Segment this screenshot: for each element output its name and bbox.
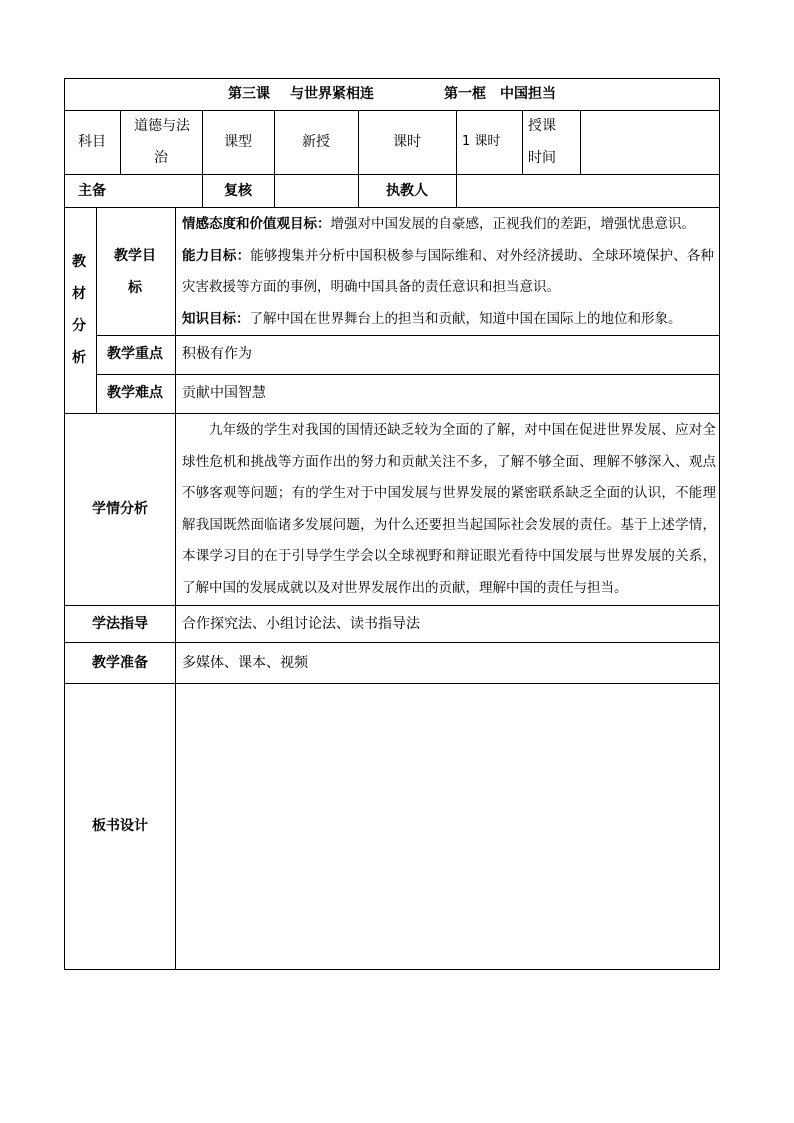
goal-knowledge [182,304,714,336]
hours-label: 课时 [393,134,421,150]
col-divider [175,207,176,970]
lesson-number: 第三课 [228,86,270,102]
material-side-label: 教 [72,254,86,270]
learner-analysis-text: 九年级的学生对我国的国情还缺乏较为全面的了解，对中国在促进世界发展、应对全球性危机和挑战等方面作出的努力和贡献关注不多，了解不够全面、理解不够深入、观点不够客观等问题；有的学生对于中国发展与世界发展的紧密联系缺乏全面的认识，不能理解我国既然面临诸多发展问题，为什么还要担当起国际社会发展的责任。基于上述学情，本课学习目的在于引导学生学会以全球视野和辩证眼光看待中国发展与世界发展的关系，了解中国的发展成就以及对世界发展作出的贡献，理解中国的责任与担当。 [182,422,716,596]
board-design-label: 板书设计 [92,818,148,834]
material-side-label: 材 [72,286,86,302]
key-point-label: 教学重点 [107,346,163,362]
material-side-label: 分 [72,318,86,334]
lead-label: 主备 [78,183,106,199]
method-value: 合作探究法、小组讨论法、读书指导法 [182,616,420,632]
time-label-cont: 时间 [528,150,556,166]
subject-label: 科目 [78,134,106,150]
difficulty-value: 贡献中国智慧 [182,385,266,401]
col-divider [120,110,121,174]
method-label: 学法指导 [92,616,148,632]
difficulty-label: 教学难点 [107,385,163,401]
goals-label-cont: 标 [128,280,142,296]
row-divider [64,683,720,684]
row-divider [96,335,720,336]
goal-emotion-label: 情感态度和价值观目标： [182,216,331,232]
goal-ability [182,241,714,304]
key-point-value: 积极有作为 [182,346,252,362]
row-divider [64,174,720,175]
section-title: 中国担当 [500,86,556,102]
goal-ability-label: 能力目标： [182,247,251,264]
subject-value-cont: 治 [154,150,168,166]
learner-analysis-label: 学情分析 [92,501,148,517]
col-divider [358,110,359,207]
col-divider [96,207,97,413]
subject-value: 道德与法 [134,118,190,134]
goals-label: 教学目 [114,248,156,264]
material-side-label: 析 [72,350,86,366]
col-divider [202,110,203,207]
review-label: 复核 [224,183,252,199]
goal-emotion-text: 增强对中国发展的自豪感，正视我们的差距，增强忧患意识。 [330,216,695,232]
teacher-label: 执教人 [386,183,428,199]
goal-knowledge-text: 了解中国在世界舞台上的担当和贡献，知道中国在国际上的地位和形象。 [249,310,682,327]
col-divider [274,110,275,207]
preparation-value: 多媒体、课本、视频 [182,655,308,671]
row-divider [64,110,720,111]
row-divider [64,413,720,414]
type-label: 课型 [224,134,252,150]
goal-emotion [182,209,714,241]
goal-ability-text: 能够搜集并分析中国积极参与国际维和、对外经济援助、全球环境保护、各种灾害救援等方面的事例，明确中国具备的责任意识和担当意识。 [182,247,715,295]
row-divider [96,374,720,375]
time-label: 授课 [528,118,556,134]
teaching-goals [182,209,714,335]
goal-knowledge-label: 知识目标： [182,310,250,327]
col-divider [522,110,523,174]
section-number: 第一框 [444,86,486,102]
row-divider [64,642,720,643]
type-value: 新授 [302,134,330,150]
col-divider [580,110,581,174]
lesson-title: 与世界紧相连 [290,86,374,102]
preparation-label: 教学准备 [92,655,148,671]
row-divider [64,207,720,208]
col-divider [456,110,457,207]
row-divider [64,605,720,606]
hours-value: 1 课时 [462,134,501,149]
